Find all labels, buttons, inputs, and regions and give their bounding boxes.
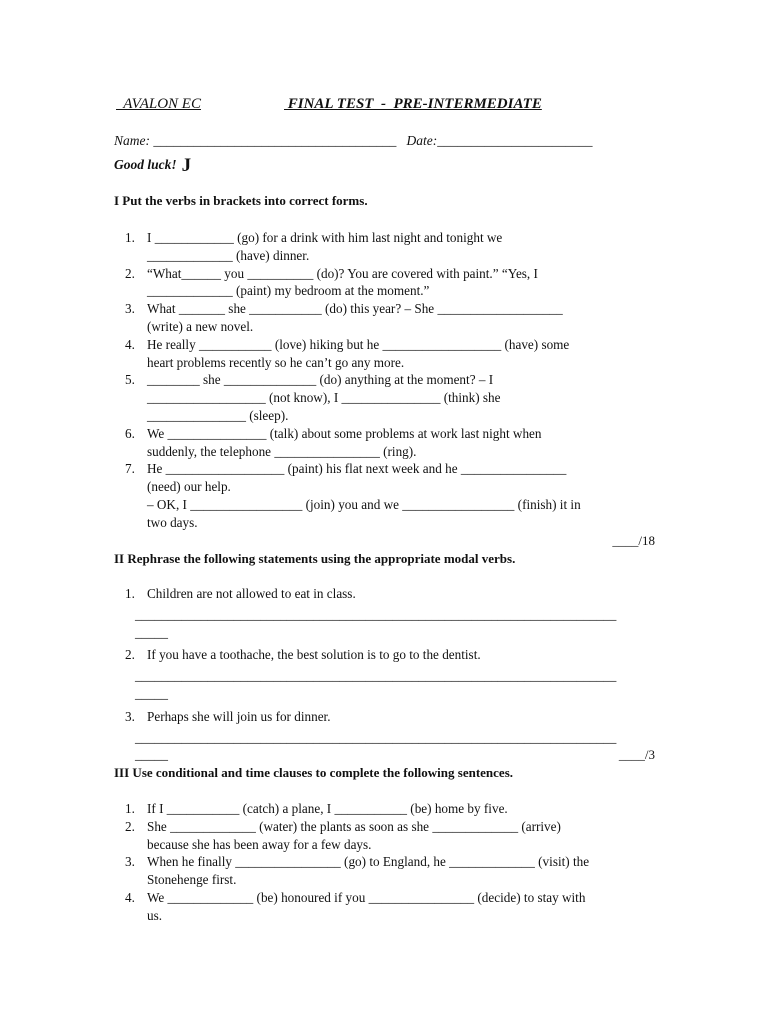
item-number: 5. — [125, 372, 135, 388]
item-number: 3. — [125, 854, 135, 870]
list-item — [114, 818, 654, 854]
list-item — [114, 853, 654, 889]
item-number: 3. — [125, 708, 135, 724]
item-number: 2. — [125, 647, 135, 663]
good-luck-text: Good luck! — [114, 157, 177, 172]
item-number: 1. — [125, 801, 135, 816]
smiley-icon: J — [181, 155, 192, 176]
item-number: 2. — [125, 818, 135, 834]
item-number: 1. — [125, 586, 135, 601]
item-line: ________ she ______________ (do) anything at the moment? – I — [147, 372, 494, 388]
list-item — [114, 425, 654, 461]
item-line: (write) a new novel. — [147, 318, 254, 334]
list-item — [114, 265, 654, 301]
answer-line: _________________________________________________________________________ _____ — [135, 606, 617, 640]
item-line: We _______________ (talk) about some problems at work last night when — [147, 425, 542, 441]
item-text: If you have a toothache, the best solution is to go to the dentist. — [147, 647, 481, 663]
item-line: because she has been away for a few days. — [147, 836, 372, 852]
list-item — [114, 229, 654, 265]
item-number: 4. — [125, 336, 135, 352]
item-number: 3. — [125, 301, 135, 317]
item-line: us. — [147, 907, 163, 923]
item-line: __________________ (not know), I _______________ (think) she — [147, 390, 501, 406]
item-number: 6. — [125, 425, 135, 441]
item-number: 7. — [125, 461, 135, 477]
good-luck — [114, 155, 191, 177]
list-item — [114, 708, 654, 764]
list-item — [114, 460, 654, 531]
section-1-heading: I Put the verbs in brackets into correct forms. — [114, 193, 368, 208]
item-line: He __________________ (paint) his flat next week and he ________________ — [147, 461, 567, 477]
section-2-heading: II Rephrase the following statements using the appropriate modal verbs. — [114, 551, 516, 566]
answer-line: _________________________________________________________________________ _____ — [135, 668, 617, 701]
list-item — [114, 585, 654, 641]
item-line: suddenly, the telephone ________________ (ring). — [147, 443, 417, 459]
item-line: _____________ (have) dinner. — [147, 247, 310, 263]
school-name: AVALON EC — [116, 96, 201, 112]
list-item — [114, 300, 654, 336]
item-line: Stonehenge first. — [147, 872, 237, 888]
item-line: _____________ (paint) my bedroom at the moment.” — [147, 283, 430, 299]
item-text: Perhaps she will join us for dinner. — [147, 708, 331, 724]
section-2-list — [114, 585, 654, 764]
list-item — [114, 371, 654, 424]
item-line: She _____________ (water) the plants as soon as she _____________ (arrive) — [147, 818, 561, 834]
item-line: We _____________ (be) honoured if you ________________ (decide) to stay with — [147, 889, 586, 905]
item-number: 4. — [125, 889, 135, 905]
item-line: _______________ (sleep). — [147, 407, 289, 423]
item-line: (need) our help. — [147, 479, 231, 495]
section-2-score: ____/3 — [618, 747, 655, 762]
item-line: If I ___________ (catch) a plane, I ___________ (be) home by five. — [147, 801, 508, 816]
test-title: FINAL TEST - PRE-INTERMEDIATE — [284, 96, 542, 112]
item-number: 1. — [125, 230, 135, 245]
item-text: Children are not allowed to eat in class. — [147, 586, 356, 601]
item-line: heart problems recently so he can’t go any more. — [147, 354, 405, 370]
item-line: “What______ you __________ (do)? You are covered with paint.” “Yes, I — [147, 265, 538, 281]
section-3-list — [114, 800, 654, 925]
item-line: He really ___________ (love) hiking but he __________________ (have) some — [147, 336, 570, 352]
list-item — [114, 646, 654, 702]
section-1-score: ____/18 — [612, 533, 655, 548]
section-1-list — [114, 229, 654, 532]
answer-line: _________________________________________________________________________ _____ — [135, 729, 617, 763]
name-date-line: Name: ____________________________________ Date:_______________________ — [114, 133, 593, 148]
item-line: – OK, I _________________ (join) you and we _________________ (finish) it in — [147, 496, 581, 512]
item-line: What _______ she ___________ (do) this year? – She ___________________ — [147, 301, 563, 317]
item-line: When he finally ________________ (go) to England, he _____________ (visit) the — [147, 854, 590, 870]
item-line: I ____________ (go) for a drink with him last night and tonight we — [147, 230, 503, 245]
list-item — [114, 336, 654, 372]
list-item — [114, 889, 654, 925]
section-3-heading: III Use conditional and time clauses to complete the following sentences. — [114, 765, 514, 780]
list-item — [114, 800, 654, 818]
item-line: two days. — [147, 514, 198, 530]
item-number: 2. — [125, 265, 135, 281]
page-header — [116, 96, 676, 118]
